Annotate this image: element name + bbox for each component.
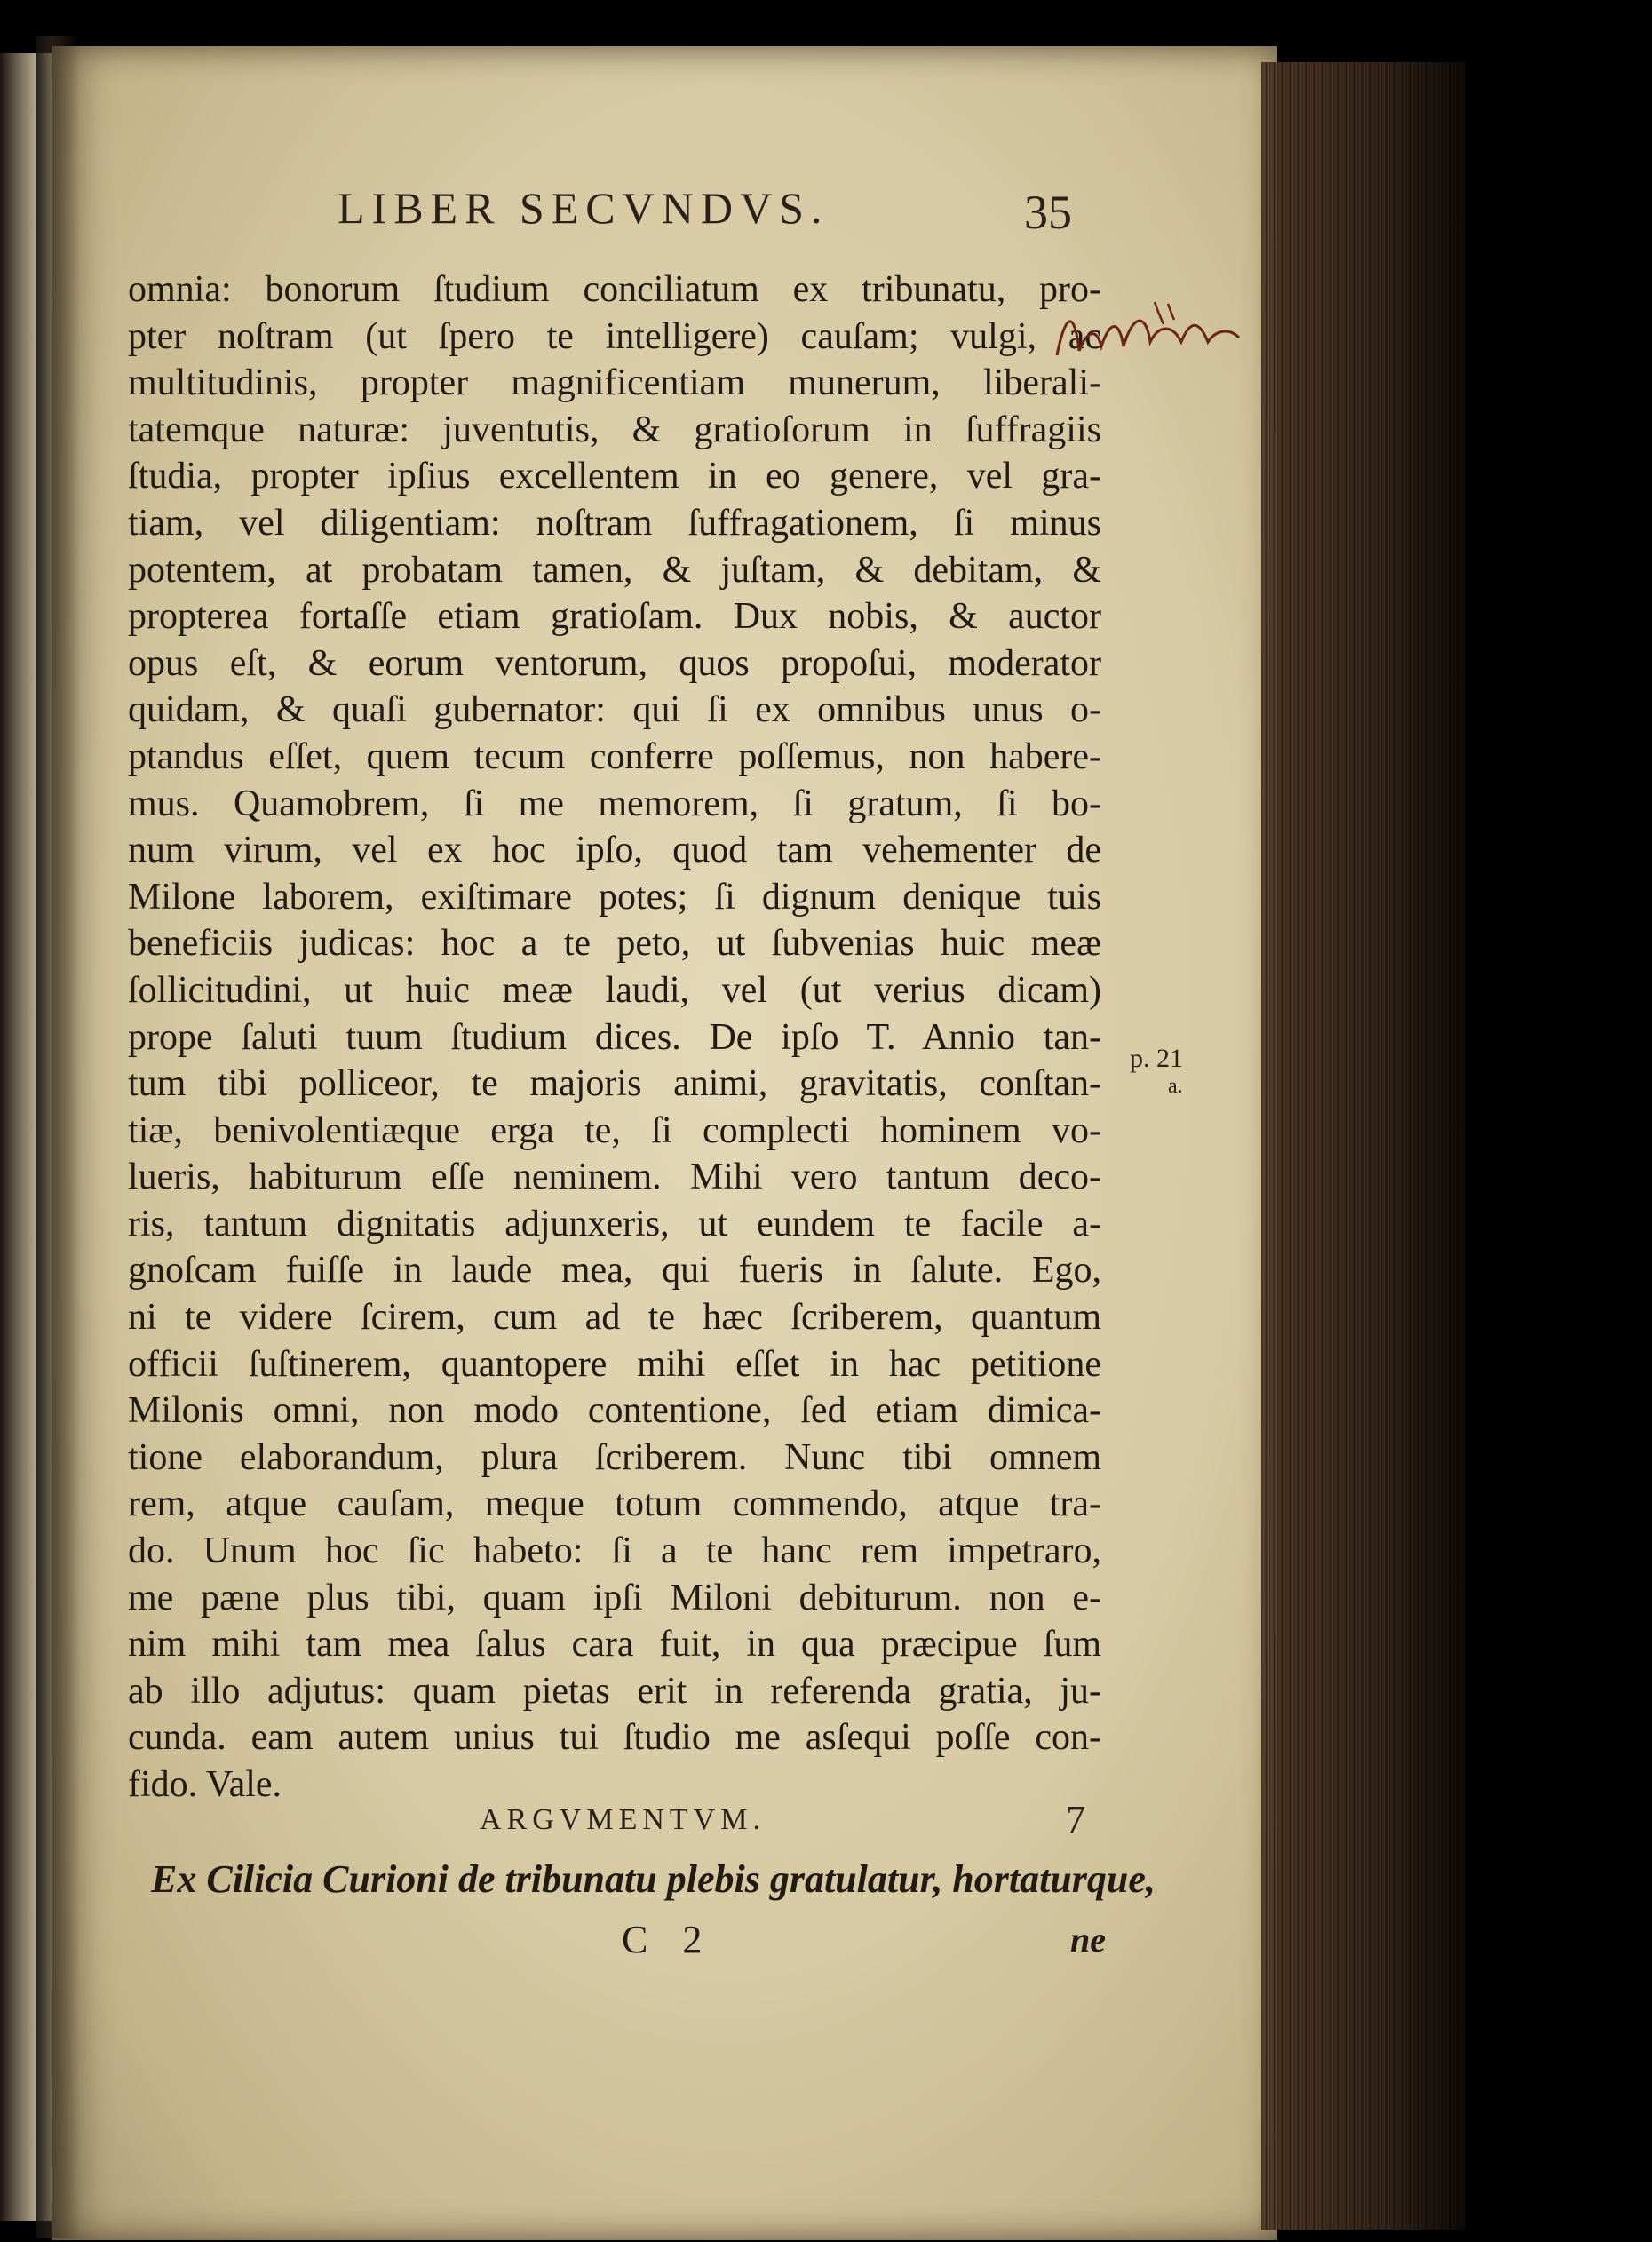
text-line: multitudinis, propter magnificentiam munerum, liberali-	[128, 362, 1101, 404]
signature-mark: C 2	[622, 1918, 715, 1961]
margin-reference-sub: a.	[1168, 1075, 1183, 1098]
running-head: LIBER SECVNDVS.	[338, 183, 830, 233]
book-gutter	[36, 36, 80, 2238]
page-number: 35	[1024, 186, 1072, 239]
text-line: num virum, vel ex hoc ipſo, quod tam vehementer de	[128, 830, 1101, 871]
text-line: tum tibi polliceor, te majoris animi, gravitatis, conſtan-	[128, 1063, 1101, 1105]
text-line: Milonis omni, non modo contentione, ſed etiam dimica-	[128, 1390, 1101, 1432]
text-line: me pæne plus tibi, quam ipſi Miloni debiturum. non e-	[128, 1577, 1101, 1618]
text-line: tatemque naturæ: juventutis, & gratioſorum in ſuffragiis	[128, 409, 1101, 450]
text-line: tiæ, benivolentiæque erga te, ſi complecti hominem vo-	[128, 1109, 1101, 1151]
text-line: Milone laborem, exiſtimare potes; ſi dignum denique tuis	[128, 876, 1101, 918]
body-text	[128, 266, 1101, 1809]
text-line: mus. Quamobrem, ſi me memorem, ſi gratum, ſi bo-	[128, 783, 1101, 824]
text-line: omnia: bonorum ſtudium conciliatum ex tribunatu, pro-	[128, 269, 1101, 310]
text-line: prope ſaluti tuum ſtudium dices. De ipſo T. Annio tan-	[128, 1016, 1101, 1058]
text-line: officii ſuſtinerem, quantopere mihi eſſet in hac petitione	[128, 1343, 1101, 1385]
text-line: ptandus eſſet, quem tecum conferre poſſemus, non habere-	[128, 735, 1101, 777]
text-line: cunda. eam autem unius tui ſtudio me asſequi poſſe con-	[128, 1717, 1101, 1759]
margin-reference: p. 21	[1130, 1044, 1183, 1073]
text-line: potentem, at probatam tamen, & juſtam, & debitam, &	[128, 549, 1101, 591]
text-line: ſollicitudini, ut huic meæ laudi, vel (ut verius dicam)	[128, 969, 1101, 1011]
handwritten-annotation	[1048, 293, 1252, 382]
argument-number: 7	[1066, 1798, 1085, 1841]
text-line: tione elaborandum, plura ſcriberem. Nunc tibi omnem	[128, 1436, 1101, 1478]
text-line: ni te videre ſcirem, cum ad te hæc ſcriberem, quantum	[128, 1297, 1101, 1339]
text-line: pter noſtram (ut ſpero te intelligere) cauſam; vulgi, ac	[128, 315, 1101, 357]
text-line: opus eſt, & eorum ventorum, quos propoſui, moderator	[128, 642, 1101, 684]
argument-text: Ex Cilicia Curioni de tribunatu plebis gratulatur, hortaturque,	[151, 1857, 1156, 1901]
page-stack-edges	[1261, 62, 1465, 2230]
text-line: nim mihi tam mea ſalus cara fuit, in qua præcipue ſum	[128, 1624, 1101, 1666]
text-line: gnoſcam fuiſſe in laude mea, qui fueris in ſalute. Ego,	[128, 1250, 1101, 1292]
text-line: propterea fortaſſe etiam gratioſam. Dux nobis, & auctor	[128, 596, 1101, 638]
text-line: beneficiis judicas: hoc a te peto, ut ſubvenias huic meæ	[128, 923, 1101, 965]
text-line: do. Unum hoc ſic habeto: ſi a te hanc rem impetraro,	[128, 1530, 1101, 1572]
text-line: ſtudia, propter ipſius excellentem in eo genere, vel gra-	[128, 456, 1101, 497]
catchword: ne	[1070, 1920, 1106, 1960]
text-line: rem, atque cauſam, meque totum commendo, atque tra-	[128, 1483, 1101, 1525]
text-line: tiam, vel diligentiam: noſtram ſuffragationem, ſi minus	[128, 502, 1101, 544]
text-line: ris, tantum dignitatis adjunxeris, ut eundem te facile a-	[128, 1203, 1101, 1244]
text-line: quidam, & quaſi gubernator: qui ſi ex omnibus unus o-	[128, 689, 1101, 731]
text-line: lueris, habiturum eſſe neminem. Mihi vero tantum deco-	[128, 1157, 1101, 1198]
text-line: fido. Vale.	[128, 1764, 282, 1805]
argument-heading: ARGVMENTVM.	[480, 1803, 766, 1836]
text-line: ab illo adjutus: quam pietas erit in referenda gratia, ju-	[128, 1670, 1101, 1712]
